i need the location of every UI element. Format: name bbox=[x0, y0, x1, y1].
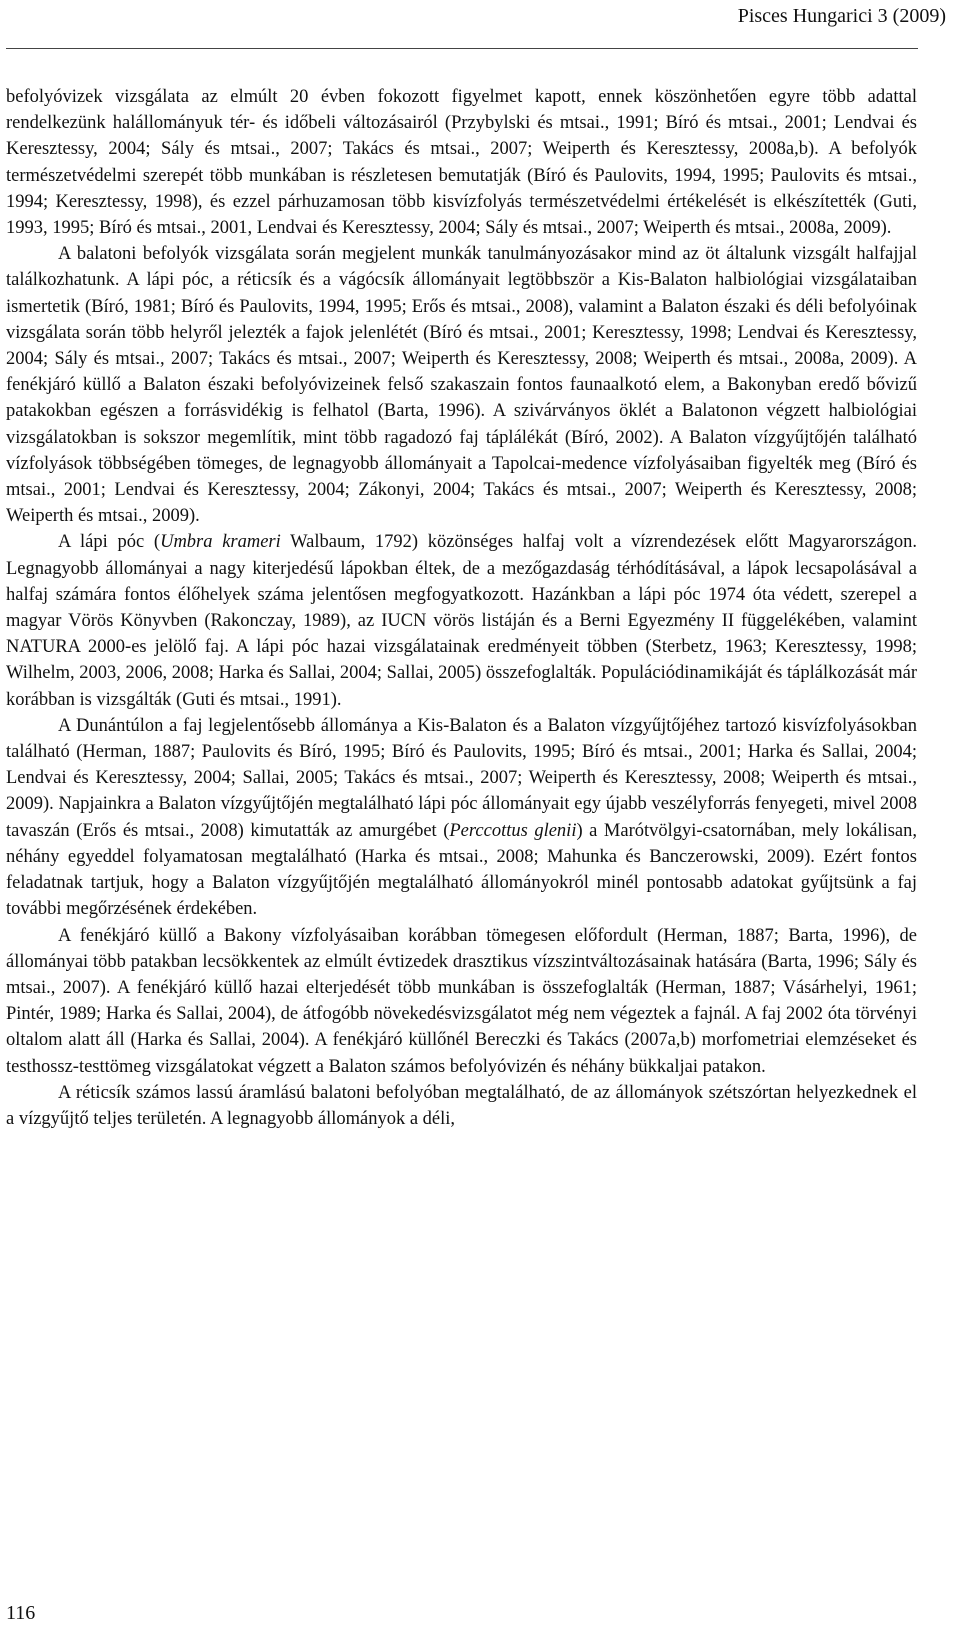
paragraph-text: Walbaum, 1792) közönséges halfaj volt a vízrendezések előtt Magyarországon. Legnagyobb állományai a nagy kiterjedésű lápokban éltek, de a mezőgazdaság térhódításával, a lápok lecsapolásával a halfaj számára fontos élőhelyek száma jelentősen megfogyatkozott. Hazánkban a lápi póc 1974 óta védett, szerepel a magyar Vörös Könyvben (Rakonczay, 1989), az IUCN vörös listáján és a Berni Egyezmény II függelékében, valamint NATURA 2000-es jelölő faj. A lápi póc hazai vizsgálatainak eredményeit többen (Sterbetz, 1963; Keresztessy, 1998; Wilhelm, 2003, 2006, 2008; Harka és Sallai, 2004; Sallai, 2005) összefoglalták. Populációdinamikáját és táplálkozását már korábban is vizsgálták (Guti és mtsai., 1991). bbox=[6, 532, 917, 710]
paragraph-text: A réticsík számos lassú áramlású balatoni befolyóban megtalálható, de az állományok szétszórtan helyezkednek el a vízgyűjtő teljes területén. A legnagyobb állományok a déli, bbox=[6, 1082, 917, 1129]
page-number: 116 bbox=[6, 1602, 36, 1624]
paragraph-text: A balatoni befolyók vizsgálata során megjelent munkák tanulmányozásakor mind az öt általunk vizsgált halfajjal találkozhatunk. A lápi póc, a réticsík és a vágócsík állományait legtöbbször a Kis-Balaton halbiológiai vizsgálataiban ismertetik (Bíró, 1981; Bíró és Paulovits, 1994, 1995; Erős és mtsai., 2008), valamint a Balaton északi és déli befolyóinak vizsgálata során több helyről jelezték a fajok jelenlétét (Bíró és mtsai., 2001; Keresztessy, 1998; Lendvai és Keresztessy, 2004; Sály és mtsai., 2007; Takács és mtsai., 2007; Weiperth és Keresztessy, 2008; Weiperth és mtsai., 2008a, 2009). A fenékjáró küllő a Balaton északi befolyóvizeinek felső szakaszain fontos faunaalkotó elem, a Bakonyban eredő bővizű patakokban egészen a forrásvidékig is felhatol (Barta, 1996). A szivárványos öklét a Balatonon végzett halbiológiai vizsgálatokban is sokszor megemlítik, mint több ragadozó faj táplálékát (Bíró, 2002). A Balaton vízgyűjtőjén található vízfolyások többségében tömeges, de legnagyobb állományait a Tapolcai-medence vízfolyásaiban figyelték meg (Bíró és mtsai., 2001; Lendvai és Keresztessy, 2004; Zákonyi, 2004; Takács és mtsai., 2007; Weiperth és Keresztessy, 2008; Weiperth és mtsai., 2009). bbox=[6, 244, 917, 527]
paragraph bbox=[6, 84, 917, 241]
paragraph bbox=[6, 1080, 917, 1132]
paragraph bbox=[6, 923, 917, 1080]
paragraph-text: A lápi póc ( bbox=[58, 532, 161, 553]
paragraph bbox=[6, 713, 917, 923]
paragraph-text: befolyóvizek vizsgálata az elmúlt 20 évben fokozott figyelmet kapott, ennek köszönhetően egyre több adattal rendelkezünk halállományuk tér- és időbeli változásairól (Przybylski és mtsai., 1991; Bíró és mtsai., 2001; Lendvai és Keresztessy, 2004; Sály és mtsai., 2007; Takács és mtsai., 2007; Weiperth és Keresztessy, 2008a,b). A befolyók természetvédelmi szerepét több munkában is részletesen bemutatják (Bíró és Paulovits, 1994, 1995; Paulovits és mtsai., 1994; Keresztessy, 1998), és ezzel párhuzamosan több kisvízfolyás természetvédelmi értékelését is elkészítették (Guti, 1993, 1995; Bíró és mtsai., 2001, Lendvai és Keresztessy, 2004; Sály és mtsai., 2007; Weiperth és mtsai., 2008a, 2009). bbox=[6, 87, 917, 239]
paragraph bbox=[6, 529, 917, 712]
paragraph bbox=[6, 241, 917, 529]
species-name: Umbra krameri bbox=[160, 532, 281, 553]
running-header: Pisces Hungarici 3 (2009) bbox=[737, 5, 946, 27]
paragraph-text: ) a Marótvölgyi-csatornában, mely lokálisan, néhány egyeddel folyamatosan megtalálható (Harka és mtsai., 2008; Mahunka és Banczerowski, 2009). Ezért fontos feladatnak tartjuk, hogy a Balaton vízgyűjtőjén megtalálható állományokról minél pontosabb adatokat gyűjtsünk a faj további megőrzésének érdekében. bbox=[6, 820, 917, 920]
paragraph-text: A Dunántúlon a faj legjelentősebb állománya a Kis-Balaton és a Balaton vízgyűjtőjéhez tartozó kisvízfolyásokban található (Herman, 1887; Paulovits és Bíró, 1995; Bíró és Paulovits, 1995; Bíró és mtsai., 2001; Harka és Sallai, 2004; Lendvai és Keresztessy, 2004; Sallai, 2005; Takács és mtsai., 2007; Weiperth és Keresztessy, 2008; Weiperth és mtsai., 2009). Napjainkra a Balaton vízgyűjtőjén megtalálható lápi póc állományait egy újabb veszélyforrás fenyegeti, mivel 2008 tavaszán (Erős és mtsai., 2008) kimutatták az amurgébet ( bbox=[6, 715, 917, 841]
paragraph-text: A fenékjáró küllő a Bakony vízfolyásaiban korábban tömegesen előfordult (Herman, 1887; Barta, 1996), de állományai több patakban lecsökkentek az elmúlt évtizedek drasztikus vízszintváltozásainak hatására (Barta, 1996; Sály és mtsai., 2007). A fenékjáró küllő hazai elterjedését több munkában is összefoglalták (Herman, 1887; Vásárhelyi, 1961; Pintér, 1989; Harka és Sallai, 2004), de átfogóbb növekedésvizsgálatot még nem végeztek a fajnál. A faj 2002 óta törvényi oltalom alatt áll (Harka és Sallai, 2004). A fenékjáró küllőnél Bereczki és Takács (2007a,b) morfometriai elemzéseket és testhossz-testtömeg vizsgálatokat végzett a Balaton számos befolyóvizén és néhány bükkaljai patakon. bbox=[6, 925, 917, 1077]
header-rule bbox=[6, 48, 918, 49]
article-body bbox=[6, 84, 917, 1132]
species-name: Perccottus glenii bbox=[449, 820, 577, 841]
